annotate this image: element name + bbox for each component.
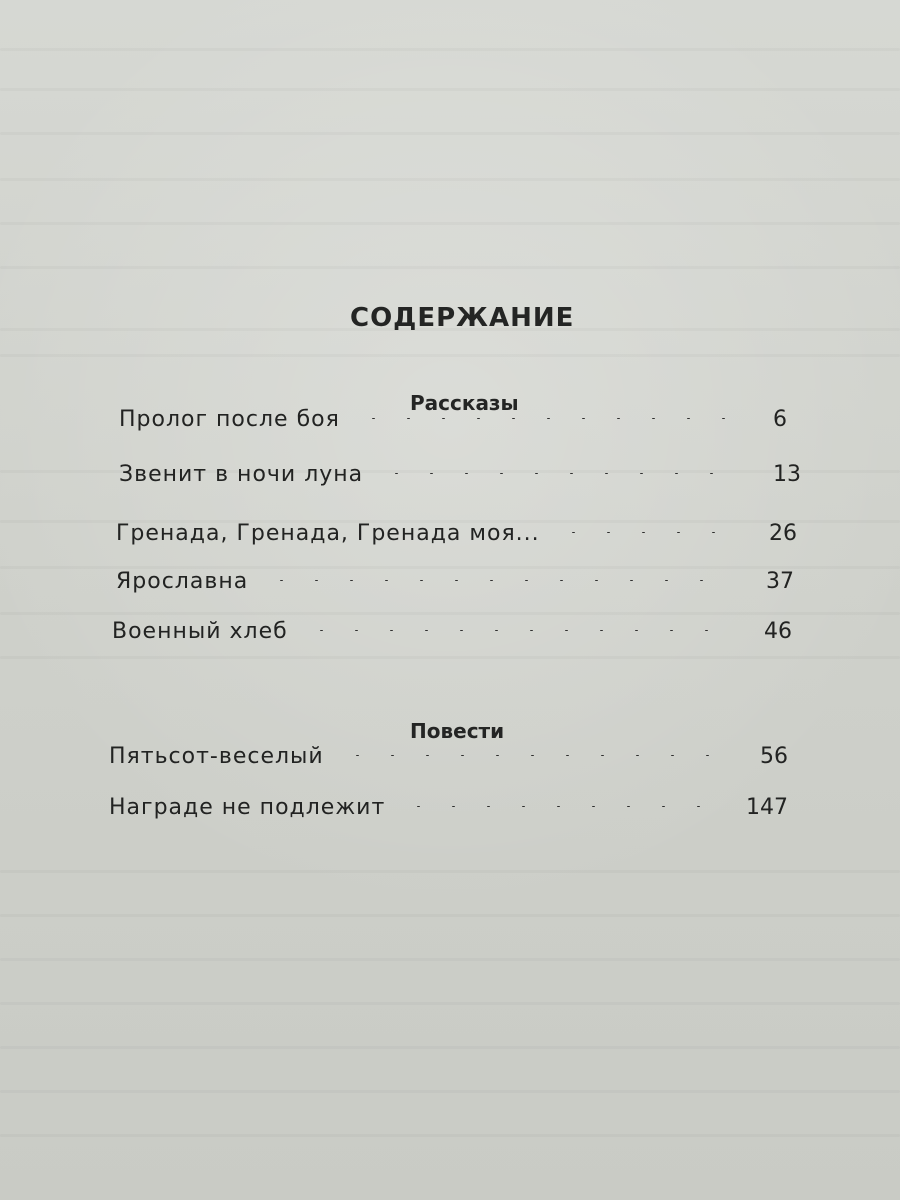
show-through-texture <box>0 1002 900 1005</box>
show-through-texture <box>0 656 900 659</box>
toc-entry-page: 6 <box>773 407 787 432</box>
show-through-texture <box>0 132 900 135</box>
toc-entry-title: Гренада, Гренада, Гренада моя... <box>116 521 540 546</box>
show-through-texture <box>0 354 900 357</box>
toc-entry-title: Военный хлеб <box>112 619 288 644</box>
toc-entry[interactable] <box>109 744 788 778</box>
toc-entry-page: 147 <box>746 795 788 820</box>
toc-entry-title: Пролог после боя <box>119 407 340 432</box>
toc-entry-title: Награде не подлежит <box>109 795 386 820</box>
toc-entry-page: 56 <box>760 744 788 769</box>
show-through-texture <box>0 48 900 51</box>
dot-leader <box>556 532 737 533</box>
show-through-texture <box>0 222 900 225</box>
dot-leader <box>356 418 727 419</box>
dot-leader <box>264 580 734 581</box>
show-through-texture <box>0 178 900 181</box>
toc-entry-page: 26 <box>769 521 797 546</box>
show-through-texture <box>0 870 900 873</box>
section-title-stories: Рассказы <box>410 390 519 415</box>
toc-entry[interactable] <box>109 795 788 829</box>
show-through-texture <box>0 958 900 961</box>
contents-heading: СОДЕРЖАНИЕ <box>350 303 575 334</box>
show-through-texture <box>0 1090 900 1093</box>
dot-leader <box>304 630 732 631</box>
toc-entry[interactable] <box>116 569 794 603</box>
toc-entry-title: Звенит в ночи луна <box>119 462 364 487</box>
toc-entry[interactable] <box>119 462 801 496</box>
toc-entry-page: 13 <box>773 462 801 487</box>
toc-entry[interactable] <box>116 521 797 555</box>
toc-entry-title: Пятьсот-веселый <box>109 744 324 769</box>
dot-leader <box>340 755 728 756</box>
toc-entry-title: Ярославна <box>116 569 249 594</box>
show-through-texture <box>0 88 900 91</box>
toc-entry[interactable] <box>119 407 787 441</box>
dot-leader <box>379 473 741 474</box>
show-through-texture <box>0 1134 900 1137</box>
show-through-texture <box>0 266 900 269</box>
dot-leader <box>401 806 722 807</box>
section-title-novellas: Повести <box>410 718 505 743</box>
toc-entry-page: 37 <box>766 569 794 594</box>
show-through-texture <box>0 1046 900 1049</box>
show-through-texture <box>0 612 900 615</box>
show-through-texture <box>0 914 900 917</box>
toc-entry[interactable] <box>112 619 792 653</box>
toc-entry-page: 46 <box>764 619 792 644</box>
